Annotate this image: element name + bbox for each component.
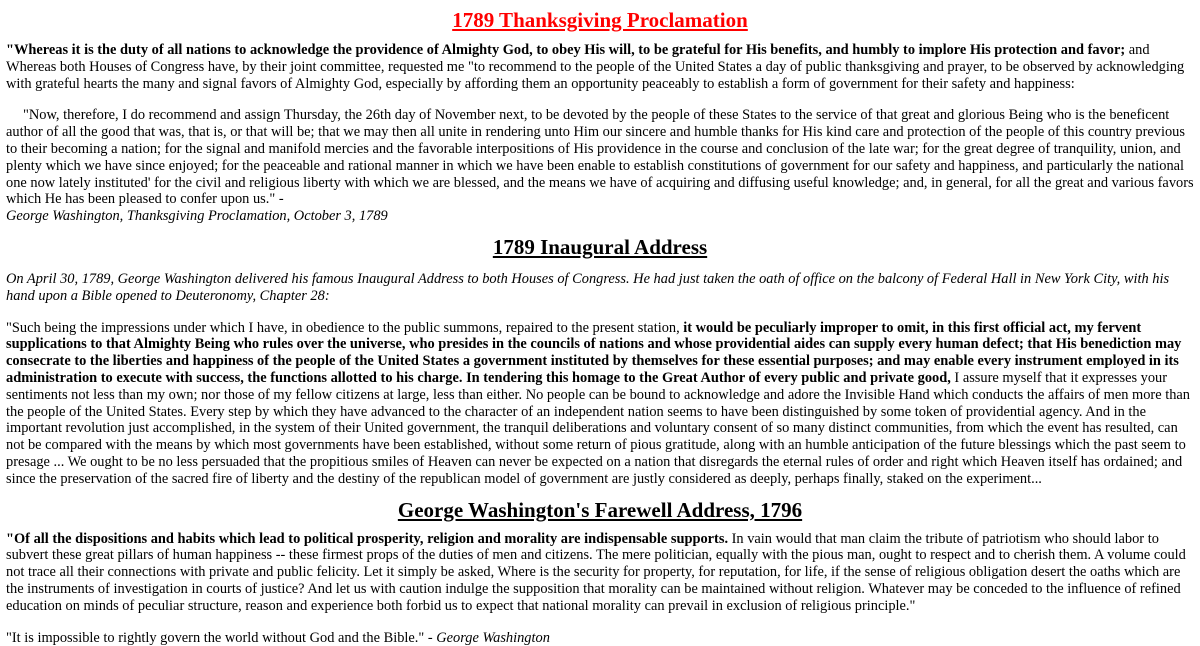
farewell-paragraph-2 bbox=[6, 630, 1194, 646]
thanksgiving-paragraph-1 bbox=[6, 42, 1194, 92]
document-page bbox=[0, 8, 1200, 646]
inaugural-quote-bold: it would be peculiarly improper to omit, in this first official act, my fervent supplications to that Almighty Being who rules over the universe, who presides in the councils of nations and whose providential aides can supply every human defect; that His benediction may consecrate to the liberties and happiness of the people of the United States a government instituted by themselves for these essential purposes; and may enable every instrument employed in its administration to execute with success, the functions allotted to his charge. In tendering this homage to the Great Author of every public and private good, bbox=[6, 319, 1182, 386]
section-title-farewell: George Washington's Farewell Address, 1796 bbox=[397, 497, 803, 522]
thanksgiving-para2-text: "Now, therefore, I do recommend and assign Thursday, the 26th day of November next, to be devoted by the people of these States to the service of that great and glorious Being who is the beneficent author of all the good that was, that is, or that will be; that we may then all unite in rendering unto Him our sincere and humble thanks for His kind care and protection of the people of this country previous to their becoming a nation; for the signal and manifold mercies and the favorable interpositions of His providence in the course and conclusion of the late war; for the great degree of tranquility, union, and plenty which we have since enjoyed; for the peaceable and rational manner in which we have been enable to establish constitutions of government for our safety and happiness, and particularly the national one now lately instituted' for the civil and religious liberty with which we are blessed, and the means we have of acquiring and diffusing useful knowledge; and, in general, for all the great and various favors which He has been pleased to confer upon us." - bbox=[6, 107, 1194, 208]
farewell-para1-text: In vain would that man claim the tribute of patriotism who should labor to subvert these great pillars of human happiness -- these firmest props of the duties of men and citizens. The mere politician, equally with the pious man, ought to respect and to cherish them. A volume could not trace all their connections with private and public felicity. Let it simply be asked, Where is the security for property, for reputation, for life, if the sense of religious obligation desert the oaths which are the instruments of investigation in courts of justice? And let us with caution indulge the supposition that morality can be maintained without religion. Whatever may be conceded to the influence of refined education on minds of peculiar structure, reason and experience both forbid us to expect that national morality can prevail in exclusion of religious principle." bbox=[6, 530, 1186, 614]
thanksgiving-para1-text: and Whereas both Houses of Congress have, by their joint committee, requested me "to recommend to the people of the United States a day of public thanksgiving and prayer, to be observed by acknowledging with grateful hearts the many and signal favors of Almighty God, especially by affording them an opportunity peaceably to establish a form of government for their safety and happiness: bbox=[6, 42, 1185, 92]
inaugural-intro-text: On April 30, 1789, George Washington delivered his famous Inaugural Address to both Houses of Congress. He had just taken the oath of office on the balcony of Federal Hall in New York City, with his hand upon a Bible opened to Deuteronomy, Chapter 28: bbox=[6, 270, 1170, 304]
farewell-citation: George Washington bbox=[436, 629, 550, 646]
farewell-bold-quote: "Of all the dispositions and habits which lead to political prosperity, religion and morality are indispensable supports. bbox=[6, 530, 729, 547]
farewell-para2-text: "It is impossible to rightly govern the world without God and the Bible." - bbox=[6, 629, 437, 646]
thanksgiving-citation: George Washington, Thanksgiving Proclamation, October 3, 1789 bbox=[6, 208, 388, 225]
inaugural-quote bbox=[6, 320, 1194, 488]
thanksgiving-title-link[interactable]: 1789 Thanksgiving Proclamation bbox=[452, 8, 748, 32]
section-title-inaugural: 1789 Inaugural Address bbox=[492, 234, 708, 259]
thanksgiving-bold-quote: "Whereas it is the duty of all nations to acknowledge the providence of Almighty God, to obey His will, to be grateful for His benefits, and humbly to implore His protection and favor; bbox=[6, 42, 1126, 58]
section-title-thanksgiving bbox=[6, 8, 1194, 32]
thanksgiving-paragraph-2 bbox=[6, 107, 1194, 225]
farewell-paragraph-1 bbox=[6, 531, 1194, 615]
inaugural-quote-rest: I assure myself that it expresses your sentiments not less than my own; nor those of my fellow citizens at large, less than either. No people can be bound to acknowledge and adore the Invisible Hand which conducts the affairs of men more than the people of the United States. Every step by which they have advanced to the character of an independent nation seems to have been distinguished by some token of providential agency. And in the important revolution just accomplished, in the system of their United government, the tranquil deliberations and voluntary consent of so many distinct communities, from which the event has resulted, can not be compared with the means by which most governments have been established, without some return of pious gratitude, along with an humble anticipation of the future blessings which the past seem to presage ... We ought to be no less persuaded that the propitious smiles of Heaven can never be expected on a nation that disregards the eternal rules of order and right which Heaven itself has ordained; and since the preservation of the sacred fire of liberty and the destiny of the republican model of government are justly considered as deeply, perhaps finally, staked on the experiment... bbox=[6, 369, 1190, 487]
inaugural-quote-start: "Such being the impressions under which I have, in obedience to the public summons, repaired to the present station, bbox=[6, 319, 684, 336]
inaugural-intro bbox=[6, 271, 1194, 305]
